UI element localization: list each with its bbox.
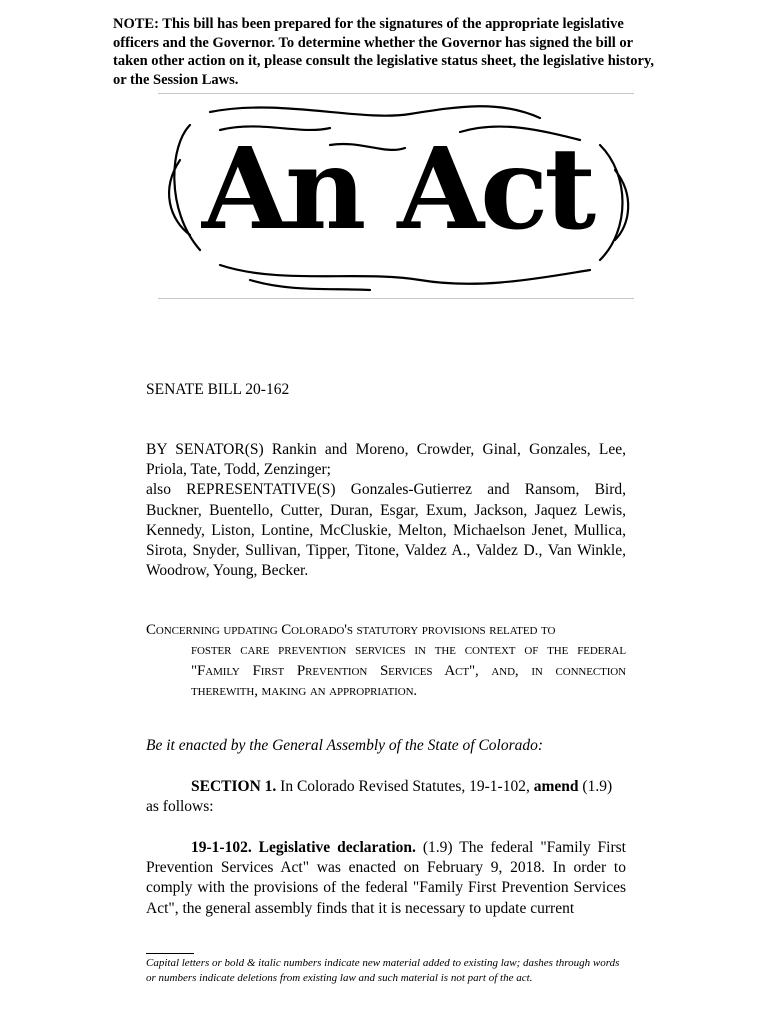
legislative-note: NOTE: This bill has been prepared for the signatures of the appropriate legislative officers and the Governor. To determine whether the Governor has signed the bill or taken other action on it, please consult the legislative status sheet, the legislative history, or the Session Laws. [113,16,655,88]
bill-number: SENATE BILL 20-162 [146,381,290,398]
representative-sponsors: also REPRESENTATIVE(S) Gonzales-Gutierrez and Ransom, Bird, Buckner, Buentello, Cutter, Duran, Esgar, Exum, Jackson, Jaquez Lewis, Kennedy, Liston, Lontine, McCluskie, Melton, Michaelson Jenet, Mullica, Sirota, Snyder, Sullivan, Tipper, Titone, Valdez A., Valdez D., Van Winkle, Woodrow, Young, Becker. [146,481,626,580]
footnote: Capital letters or bold & italic numbers indicate new material added to existing law; dashes through words or numbers indicate deletions from existing law and such material is not part of the act. [146,957,620,984]
concerning-clause [146,620,626,702]
section-1-text-a: In Colorado Revised Statutes, 19-1-102, [280,778,530,795]
section-1 [146,777,626,817]
seal-bottom-rule [158,298,634,299]
concerning-continuation: foster care prevention services in the context of the federal "Family First Prevention Services Act", and, in connection therewith, making an appropriation. [191,642,626,700]
enacting-clause: Be it enacted by the General Assembly of the State of Colorado: [146,737,544,754]
section-1-text-b: (1.9) as follows: [146,778,613,816]
section-1-amend: amend [533,778,579,795]
an-act-seal-text: An Act [201,124,593,255]
footnote-rule [146,953,194,954]
senator-sponsors: BY SENATOR(S) Rankin and Moreno, Crowder, Ginal, Gonzales, Lee, Priola, Tate, Todd, Zenzinger; [146,441,626,479]
declaration-label: 19-1-102. Legislative declaration. [191,839,416,856]
section-1-label: SECTION 1. [191,778,277,795]
legislative-declaration [146,838,626,919]
sponsors-block [146,440,626,581]
an-act-seal [160,100,634,296]
seal-top-rule [158,93,634,94]
declaration-text: (1.9) The federal "Family First Prevention Services Act" was enacted on February 9, 2018. In order to comply with the provisions of the federal "Family First Prevention Services Act", the general assembly finds that it is necessary to update current [146,839,626,917]
concerning-first-line: Concerning updating Colorado's statutory provisions related to [146,622,556,638]
